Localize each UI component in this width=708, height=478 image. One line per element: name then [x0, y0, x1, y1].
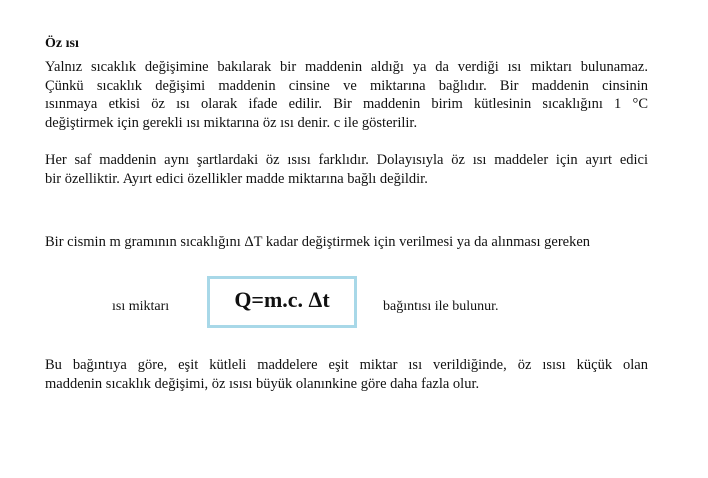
paragraph-line: Bu bağıntıya göre, eşit kütleli maddelere eşit miktar ısı verildiğinde, öz ısısı küçük olan: [45, 357, 648, 373]
paragraph-specific-heat-definition: [45, 58, 648, 132]
paragraph-line: değiştirmek için gerekli ısı miktarına öz ısı denir. c ile gösterilir.: [45, 114, 418, 131]
section-heading: Öz ısı: [45, 36, 79, 51]
formula-box: [207, 276, 357, 328]
paragraph-line: Yalnız sıcaklık değişimine bakılarak bir maddenin aldığı ya da verdiği ısı miktarı bulunamaz.: [45, 59, 648, 75]
formula-left-label: ısı miktarı: [112, 299, 170, 314]
formula-text: Q=m.c. Δt: [234, 287, 330, 312]
paragraph-line: bir özelliktir. Ayırt edici özellikler madde miktarına bağlı değildir.: [45, 170, 428, 187]
paragraph-line: Her saf maddenin aynı şartlardaki öz ısısı farklıdır. Dolayısıyla öz ısı maddeler için ayırt edici: [45, 152, 648, 168]
formula-right-label: bağıntısı ile bulunur.: [383, 299, 499, 314]
paragraph-line: ısınmaya etkisi öz ısı olarak ifade edilir. Bir maddenin birim kütlesinin sıcaklığını 1 °C: [45, 96, 648, 113]
paragraph-line: maddenin sıcaklık değişimi, öz ısısı büyük olanınkine göre daha fazla olur.: [45, 375, 480, 392]
paragraph-distinguishing-property: [45, 151, 648, 188]
paragraph-conclusion: [45, 356, 648, 393]
paragraph-line: Çünkü sıcaklık değişimi maddenin cinsine ve miktarına bağlıdır. Bir maddenin cinsinin: [45, 77, 648, 94]
formula-intro-sentence: Bir cismin m gramının sıcaklığını ΔT kadar değiştirmek için verilmesi ya da alınması gereken: [45, 234, 591, 250]
